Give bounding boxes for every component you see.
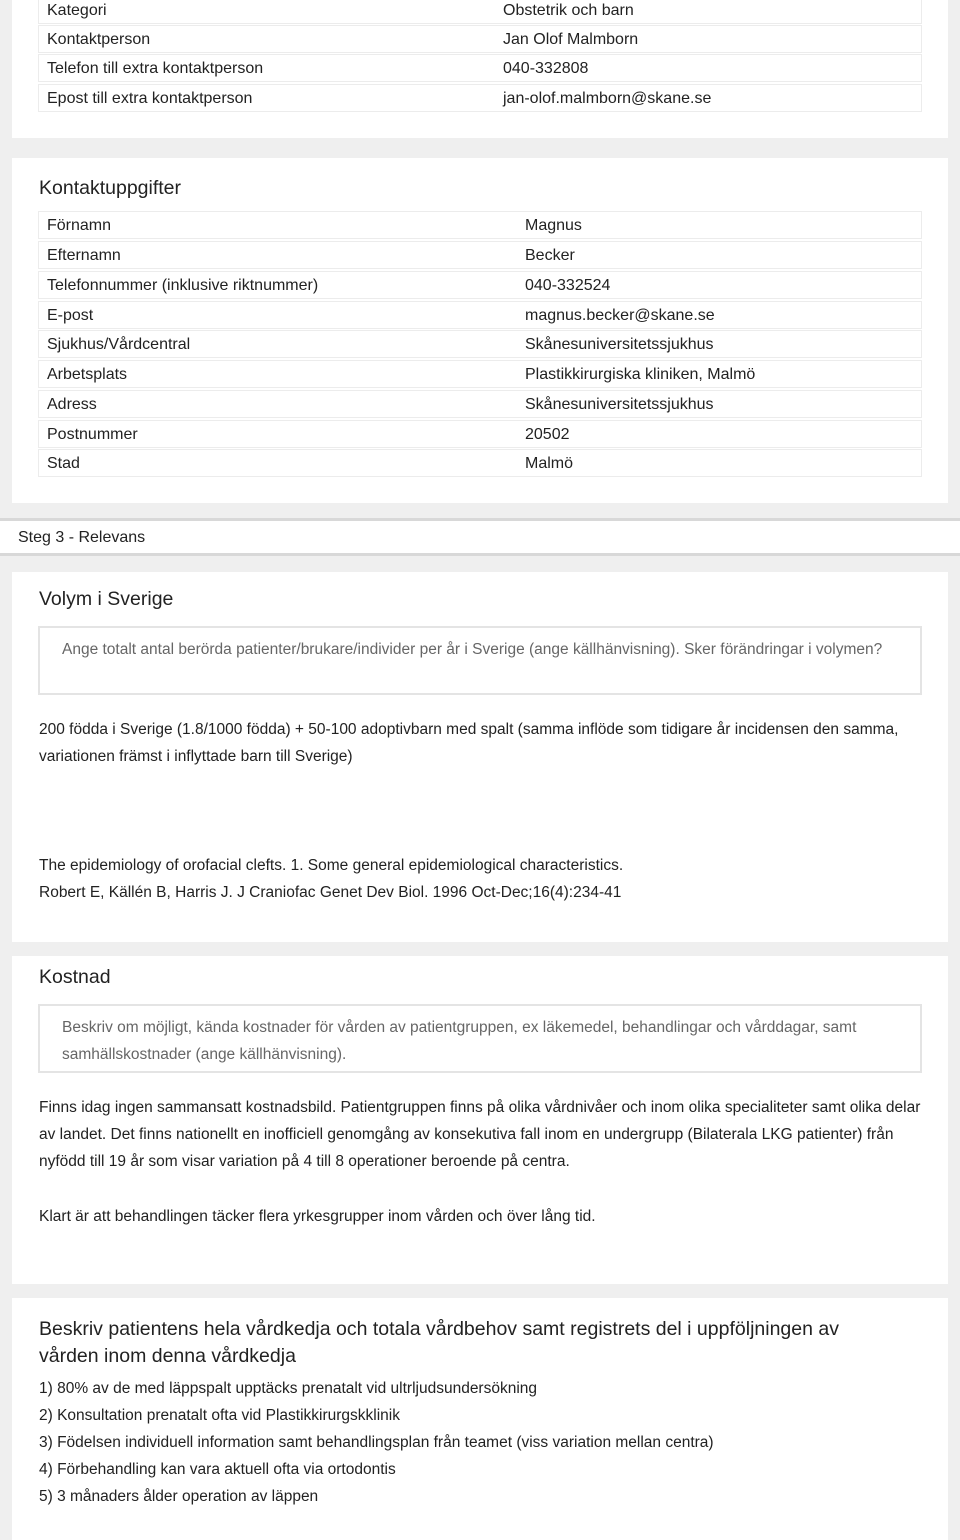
- row-label: Epost till extra kontaktperson: [47, 90, 253, 107]
- row-label: Telefonnummer (inklusive riktnummer): [47, 277, 319, 294]
- table-row: [38, 360, 922, 388]
- row-value: Jan Olof Malmborn: [503, 31, 639, 48]
- row-value: 20502: [525, 426, 570, 443]
- table-row: [38, 241, 922, 269]
- step-label: Steg 3 - Relevans: [18, 529, 146, 546]
- list-item: 5) 3 månaders ålder operation av läppen: [39, 1488, 319, 1505]
- row-value: magnus.becker@skane.se: [525, 307, 715, 324]
- volume-title: Volym i Sverige: [39, 588, 174, 610]
- table-row: [38, 301, 922, 329]
- step-header: [0, 518, 960, 556]
- cost-title: Kostnad: [39, 966, 111, 988]
- volume-answer: 200 födda i Sverige (1.8/1000 födda) + 50-100 adoptivbarn med spalt (samma inflöde som tidigare år incidensen den samma, variationen främst i inflyttade barn till Sverige): [39, 721, 899, 765]
- row-label: Förnamn: [47, 217, 112, 234]
- row-label: Arbetsplats: [47, 366, 128, 383]
- row-label: Telefon till extra kontaktperson: [47, 60, 264, 77]
- table-row: [38, 54, 922, 82]
- row-label: Stad: [47, 455, 80, 472]
- row-label: Efternamn: [47, 247, 121, 264]
- cost-answer: Finns idag ingen sammansatt kostnadsbild. Patientgruppen finns på olika vårdnivåer och inom olika specialiteter samt olika delar av landet. Det finns nationellt en inofficiell genomgång av konsekutiva fall inom en undergrupp (Bilaterala LKG patienter) från nyfödd till 19 år som visar variation på 4 till 8 operationer beroende på centra.: [39, 1099, 921, 1170]
- table-row: [38, 390, 922, 418]
- table-row: [38, 211, 922, 239]
- volume-reference-line: The epidemiology of orofacial clefts. 1. Some general epidemiological characteristics.: [39, 857, 624, 874]
- volume-hint: Ange totalt antal berörda patienter/brukare/individer per år i Sverige (ange källhänvisning). Sker förändringar i volymen?: [38, 626, 922, 695]
- row-value: jan-olof.malmborn@skane.se: [503, 90, 712, 107]
- care-chain-title: Beskriv patientens hela vårdkedja och totala vårdbehov samt registrets del i uppföljningen av vården inom denna vårdkedja: [39, 1318, 839, 1367]
- table-row: [38, 330, 922, 358]
- row-value: Plastikkirurgiska kliniken, Malmö: [525, 366, 756, 383]
- list-item: 1) 80% av de med läppspalt upptäcks prenatalt vid ultrljudsundersökning: [39, 1380, 538, 1397]
- table-row: [38, 0, 922, 24]
- row-value: 040-332524: [525, 277, 611, 294]
- table-row: [38, 25, 922, 53]
- table-row: [38, 449, 922, 477]
- cost-hint: Beskriv om möjligt, kända kostnader för vården av patientgruppen, ex läkemedel, behandlingar och vårddagar, samt samhällskostnader (ange källhänvisning).: [38, 1004, 922, 1073]
- row-label: Kontaktperson: [47, 31, 151, 48]
- contact-title: Kontaktuppgifter: [39, 177, 182, 199]
- list-item: 2) Konsultation prenatalt ofta vid Plastikkirurgskklinik: [39, 1407, 400, 1424]
- table-row: [38, 420, 922, 448]
- row-value: Magnus: [525, 217, 582, 234]
- row-label: Postnummer: [47, 426, 138, 443]
- row-value: Malmö: [525, 455, 574, 472]
- row-value: Skånesuniversitetssjukhus: [525, 396, 714, 413]
- list-item: 3) Födelsen individuell information samt behandlingsplan från teamet (viss variation mellan centra): [39, 1434, 714, 1451]
- volume-reference-line: Robert E, Källén B, Harris J. J Craniofac Genet Dev Biol. 1996 Oct-Dec;16(4):234-41: [39, 884, 622, 901]
- row-label: Sjukhus/Vårdcentral: [47, 336, 191, 353]
- table-row: [38, 271, 922, 299]
- row-value: Becker: [525, 247, 575, 264]
- row-label: Adress: [47, 396, 97, 413]
- row-value: 040-332808: [503, 60, 589, 77]
- cost-answer: Klart är att behandlingen täcker flera yrkesgrupper inom vården och över lång tid.: [39, 1208, 596, 1225]
- list-item: 4) Förbehandling kan vara aktuell ofta via ortodontis: [39, 1461, 396, 1478]
- table-row: [38, 84, 922, 112]
- row-label: E-post: [47, 307, 94, 324]
- row-value: Obstetrik och barn: [503, 2, 634, 19]
- row-value: Skånesuniversitetssjukhus: [525, 336, 714, 353]
- row-label: Kategori: [47, 2, 107, 19]
